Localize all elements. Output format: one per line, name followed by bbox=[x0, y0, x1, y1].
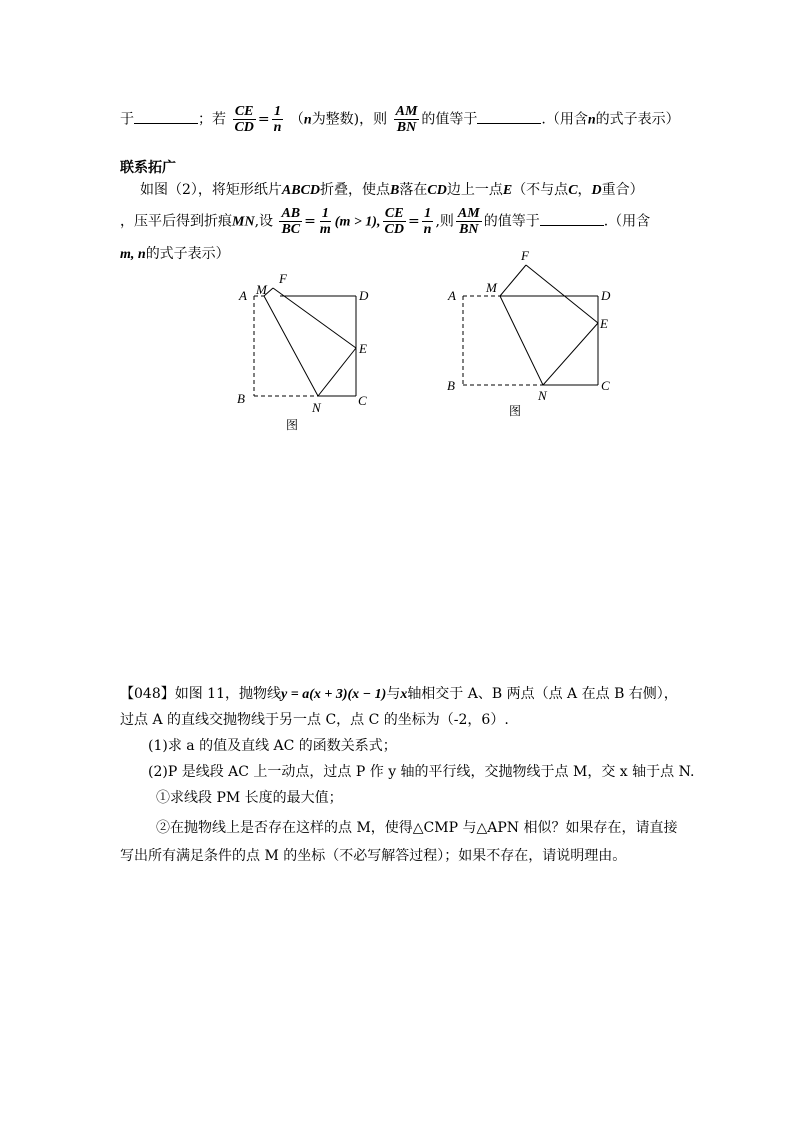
condition-m: (m > 1), bbox=[334, 214, 381, 230]
text-value: 的值等于 bbox=[421, 111, 478, 128]
text-tail: .（用含 bbox=[541, 111, 588, 128]
text-p1c: 落在 bbox=[399, 182, 428, 198]
var-b: B bbox=[390, 183, 400, 198]
label-b: B bbox=[237, 391, 245, 406]
label-e-right: E bbox=[600, 316, 608, 331]
text-p2b: ,设 bbox=[254, 213, 274, 230]
text-p2e: .（用含 bbox=[603, 213, 651, 230]
var-d: D bbox=[591, 183, 602, 198]
equals-sign-3: = bbox=[407, 213, 420, 230]
label-b-right: B bbox=[447, 378, 455, 393]
figure-left bbox=[237, 271, 369, 432]
label-a-right: A bbox=[448, 288, 456, 303]
var-mn: MN bbox=[232, 214, 255, 230]
text-sep: ；若 bbox=[198, 111, 226, 128]
text-p2d: 的值等于 bbox=[483, 213, 540, 230]
question-1: (1)求 a 的值及直线 AC 的函数关系式； bbox=[148, 738, 397, 754]
var-n-2: n bbox=[587, 112, 596, 128]
problem-line-2: 过点 A 的直线交抛物线于另一点 C，点 C 的坐标为（-2，6）. bbox=[120, 712, 509, 728]
text-p2c: ,则 bbox=[435, 213, 454, 230]
label-c-right: C bbox=[601, 378, 610, 393]
edge-en bbox=[318, 348, 356, 396]
answer-blank-3[interactable] bbox=[540, 211, 604, 226]
parabola-equation: y = a(x + 3)(x − 1) bbox=[281, 687, 387, 702]
figure-panel bbox=[0, 240, 794, 440]
var-n: n bbox=[303, 112, 312, 128]
label-f: F bbox=[279, 271, 287, 286]
question-2-2b: 写出所有满足条件的点 M 的坐标（不必写解答过程）；如果不存在，请说明理由。 bbox=[120, 848, 627, 864]
paragraph-line-2 bbox=[120, 206, 650, 237]
figure-right bbox=[447, 248, 611, 418]
edge-fe bbox=[273, 288, 356, 348]
text-paren: （ bbox=[289, 111, 304, 128]
text-p1f: ， bbox=[577, 182, 592, 198]
text-p1a: 如图（2），将矩形纸片 bbox=[140, 182, 282, 198]
text-prefix: 于 bbox=[120, 111, 134, 128]
question-line-1 bbox=[120, 104, 680, 135]
fraction-ce-cd: $\frac{CE}{CD}$ bbox=[234, 104, 254, 135]
label-c: C bbox=[358, 393, 367, 408]
text-p1d: 边上一点 bbox=[446, 182, 503, 198]
fraction-am-bn: $\frac{AM}{BN}$ bbox=[395, 104, 418, 135]
question-2: (2)P 是线段 AC 上一动点，过点 P 作 y 轴的平行线，交抛物线于点 M，交 x 轴于点 N. bbox=[148, 764, 695, 780]
var-x: x bbox=[400, 687, 408, 702]
figure-caption-left: 图 bbox=[286, 418, 299, 432]
text-tail-end: 的式子表示） bbox=[595, 111, 680, 128]
problem-intro: 如图 11，抛物线 bbox=[174, 686, 281, 702]
text-p2a: ，压平后得到折痕 bbox=[120, 213, 232, 230]
label-a: A bbox=[239, 288, 247, 303]
paragraph-line-1 bbox=[140, 180, 644, 201]
text-p1e: （不与点 bbox=[512, 182, 569, 198]
var-c: C bbox=[568, 183, 578, 198]
question-2-1: ①求线段 PM 长度的最大值； bbox=[156, 790, 343, 806]
problem-tag: 【048】 bbox=[120, 686, 175, 702]
label-n-right: N bbox=[538, 388, 547, 403]
text-p1b: 折叠，使点 bbox=[320, 182, 391, 198]
answer-blank-1[interactable] bbox=[134, 109, 198, 124]
equals-sign-2: = bbox=[304, 213, 316, 230]
label-m-right: M bbox=[486, 280, 497, 295]
label-n: N bbox=[312, 400, 321, 415]
equals-sign: = bbox=[257, 111, 270, 128]
label-f-right: F bbox=[521, 248, 529, 263]
edge-en-right bbox=[543, 323, 598, 385]
problem-intro-end: 轴相交于 A、B 两点（点 A 在点 B 右侧）， bbox=[407, 686, 678, 702]
crease-mn bbox=[264, 296, 318, 396]
answer-blank-2[interactable] bbox=[477, 109, 541, 124]
fraction-ce-cd-2: $\frac{CE}{CD}$ bbox=[384, 206, 404, 237]
crease-mn-right bbox=[500, 296, 543, 385]
fraction-am-bn-2: $\frac{AM}{BN}$ bbox=[457, 206, 480, 237]
var-cd: CD bbox=[427, 183, 447, 198]
problem-line-1 bbox=[120, 684, 678, 705]
text-p3: 的式子表示） bbox=[145, 246, 230, 262]
var-abcd: ABCD bbox=[281, 183, 321, 198]
fraction-1-m: $\frac{1}{m}$ bbox=[319, 206, 331, 237]
label-d-right: D bbox=[601, 288, 611, 303]
problem-mid: 与 bbox=[386, 686, 401, 702]
label-d: D bbox=[359, 288, 369, 303]
question-2-2a: ②在抛物线上是否存在这样的点 M，使得△CMP 与△APN 相似？如果存在，请直接 bbox=[156, 820, 678, 836]
text-paren-rest: 为整数)，则 bbox=[311, 111, 388, 128]
label-e: E bbox=[359, 341, 367, 356]
var-m-n: m, n bbox=[120, 247, 146, 262]
text-p1g: 重合） bbox=[601, 182, 644, 198]
figure-caption-right: 图 bbox=[509, 404, 522, 418]
fraction-1-n-2: $\frac{1}{n}$ bbox=[423, 206, 432, 237]
var-e: E bbox=[502, 183, 513, 198]
edge-fe-right bbox=[526, 265, 598, 323]
section-heading: 联系拓广 bbox=[120, 160, 176, 176]
fraction-ab-bc: $\frac{AB}{BC}$ bbox=[281, 206, 301, 237]
edge-mf-right bbox=[500, 265, 526, 296]
fraction-1-n: $\frac{1}{n}$ bbox=[273, 104, 282, 135]
label-m: M bbox=[256, 282, 267, 297]
